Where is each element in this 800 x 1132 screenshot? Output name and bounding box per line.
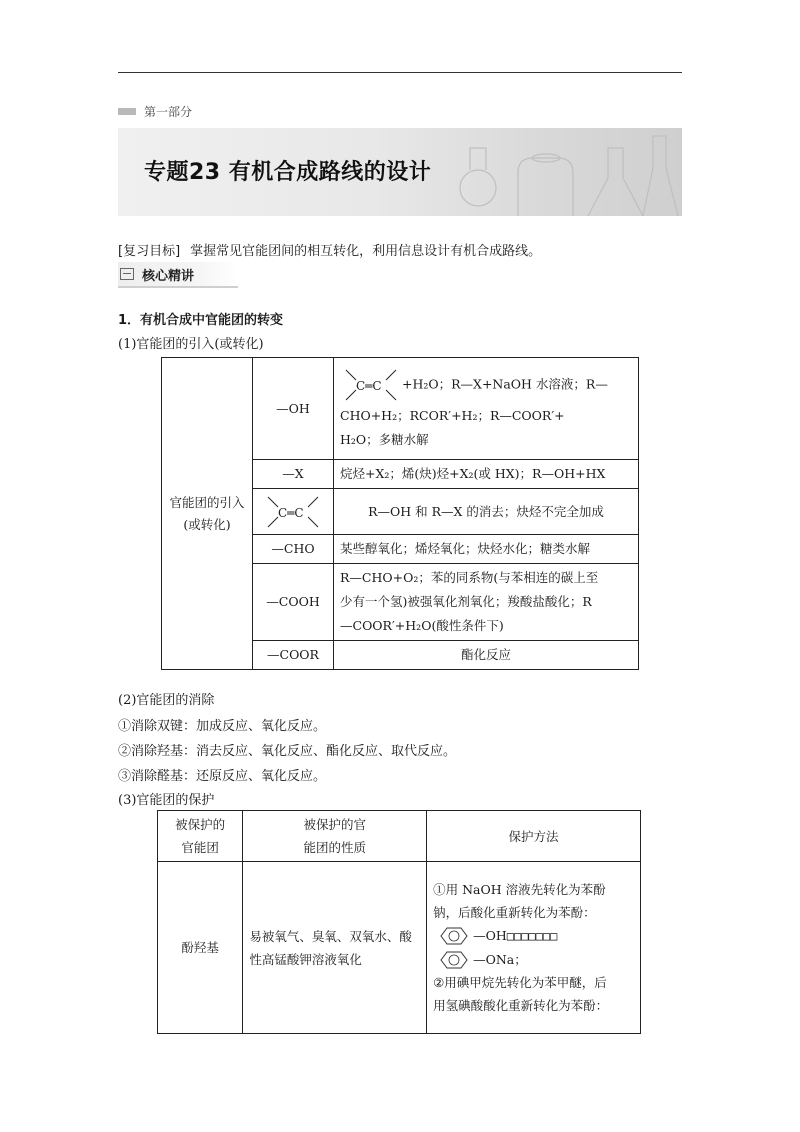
- benzene-ring-icon: [433, 925, 473, 947]
- row-x-line-1: 烷烃+X₂；烯(炔)烃+X₂(或 HX)；R—OH+HX: [340, 466, 606, 481]
- review-goal: [118, 240, 541, 259]
- header-group-property: 被保护的官 能团的性质: [243, 811, 427, 862]
- part-marker: [118, 108, 136, 115]
- phenol-property-text: 易被氧气、臭氧、双氧水、酸性高锰酸钾溶液氧化: [249, 928, 412, 967]
- subheading-elimination: (2)官能团的消除: [118, 693, 215, 708]
- title-banner: [118, 128, 682, 216]
- subheading-introduction: (1)官能团的引入(或转化): [118, 337, 264, 352]
- row-oh-content: [334, 358, 639, 460]
- row-oh-line-1: +H₂O；R—X+NaOH 水溶液；R—: [402, 376, 608, 391]
- section-heading: [118, 262, 238, 288]
- part-label-text: 第一部分: [144, 105, 193, 119]
- cell-phenol-method: [427, 862, 641, 1034]
- group-x-label: —X: [282, 466, 304, 481]
- subheading-protection: (3)官能团的保护: [118, 793, 215, 808]
- group-cooh: [253, 564, 334, 641]
- row-cho-line-1: 某些醇氧化；烯烃氧化；炔烃水化；糖类水解: [340, 541, 591, 556]
- row-oh-line-3: H₂O；多糖水解: [340, 431, 429, 447]
- alkene-structure-icon: [340, 366, 402, 404]
- section-heading-label: 核心精讲: [142, 268, 195, 284]
- introduction-table: [161, 357, 639, 670]
- method-1-line-2: 钠，后酸化重新转化为苯酚：: [433, 904, 596, 920]
- group-label-cell: [162, 358, 253, 670]
- goal-text: 掌握常见官能团间的相互转化，利用信息设计有机合成路线。: [190, 244, 542, 259]
- row-cho-content: [334, 535, 639, 564]
- benzene-ring-icon: [433, 949, 473, 971]
- missing-glyphs: □□□□□□□: [506, 928, 558, 943]
- top-rule: [118, 72, 682, 73]
- alkene-structure-icon: [262, 493, 324, 531]
- row-oh-line-2: CHO+H₂；RCOR′+H₂；R—COOR′+: [340, 407, 565, 423]
- group-cho: [253, 535, 334, 564]
- group-x: [253, 460, 334, 489]
- cell-phenol-hydroxyl: [158, 862, 243, 1034]
- method-2-line-1: ②用碘甲烷先转化为苯甲醚，后: [433, 975, 607, 991]
- elimination-item-2: ②消除羟基：消去反应、氧化反应、酯化反应、取代反应。: [118, 744, 457, 759]
- row-cooh-line-2: 少有一个氢)被强氧化剂氧化；羧酸盐酸化；R: [340, 594, 592, 609]
- header-protected-group: 被保护的 官能团: [158, 811, 243, 862]
- row-alkene-line-1: R—OH 和 R—X 的消去；炔烃不完全加成: [368, 503, 604, 519]
- elimination-item-1: ①消除双键：加成反应、氧化反应。: [118, 719, 327, 734]
- row-cooh-line-1: R—CHO+O₂；苯的同系物(与苯相连的碳上至: [340, 570, 599, 585]
- cell-phenol-property: [243, 862, 427, 1034]
- alkene-group-text: C═C: [278, 505, 304, 520]
- group-coor-label: —COOR: [267, 647, 319, 662]
- goal-tag: [复习目标]: [118, 244, 181, 259]
- row-alkene-content: [334, 489, 639, 535]
- page-title: 专题23 有机合成路线的设计: [144, 160, 432, 185]
- group-cho-label: —CHO: [271, 541, 315, 556]
- notebook-icon: [120, 268, 134, 280]
- part-label: [118, 103, 192, 120]
- group-oh: [253, 358, 334, 460]
- group-alkene: [253, 489, 334, 535]
- phenolate-tail: ；: [514, 951, 527, 967]
- elimination-item-3: ③消除醛基：还原反应、氧化反应。: [118, 769, 327, 784]
- row-cooh-line-3: —COOR′+H₂O(酸性条件下): [340, 618, 504, 633]
- phenol-hydroxyl-label: 酚羟基: [181, 940, 219, 955]
- alkene-structure-text: C═C: [356, 378, 382, 393]
- group-oh-label: —OH: [276, 400, 310, 416]
- row-coor-line-1: 酯化反应: [460, 647, 511, 662]
- group-cooh-label: —COOH: [266, 594, 320, 609]
- row-x-content: [334, 460, 639, 489]
- method-2-line-2: 用氢碘酸酸化重新转化为苯酚：: [433, 998, 609, 1014]
- group-coor: [253, 641, 334, 670]
- phenolate-substituent: —ONa: [473, 951, 515, 967]
- phenol-substituent: —OH: [473, 927, 507, 943]
- protection-table: [157, 810, 641, 1034]
- group-label: 官能团的引入(或转化): [169, 494, 245, 532]
- header-protection-method: 保护方法: [427, 811, 641, 862]
- row-coor-content: [334, 641, 639, 670]
- method-1-line-1: ①用 NaOH 溶液先转化为苯酚: [433, 881, 606, 897]
- heading-1: 1．有机合成中官能团的转变: [118, 313, 284, 328]
- row-cooh-content: [334, 564, 639, 641]
